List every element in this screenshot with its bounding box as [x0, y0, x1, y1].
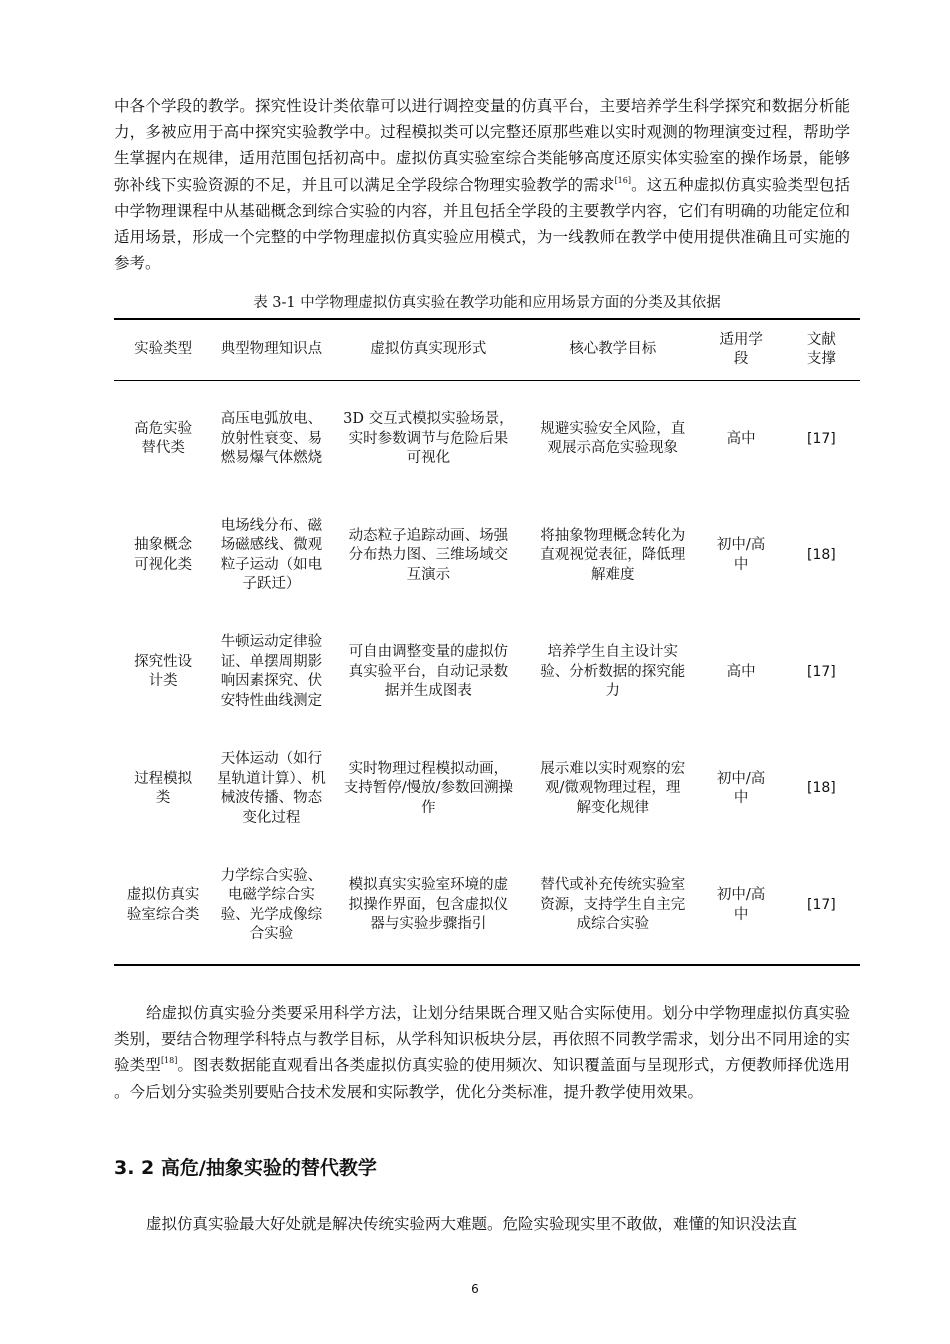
section-heading: 3. 2 高危/抽象实验的替代教学: [114, 1157, 377, 1179]
citation-ref[interactable]: [18]: [160, 1056, 178, 1066]
cell-type: 探究性设计类: [134, 653, 193, 690]
column-header-stage: 适用学段: [699, 319, 782, 381]
paragraph-text: 虚拟仿真实验最大好处就是解决传统实验两大难题。危险实验现实里不敢做，难懂的知识没法直: [146, 1215, 798, 1233]
table-row: [114, 847, 860, 965]
cell-goal: 展示难以实时观察的宏观/微观物理过程，理解变化规律: [540, 760, 686, 816]
cell-knowledge: 电场线分布、磁场磁感线、微观粒子运动（如电子跃迁）: [220, 517, 323, 593]
body-paragraph-1: [114, 93, 850, 276]
paragraph-text: 给虚拟仿真实验分类要采用科学方法，让划分结果既合理又贴合实际使用。划分中学物理虚拟仿真实验类别，要结合物理学科特点与教学目标，从学科知识板块分层，再依照不同教学需求，划分出不同用途的实验类型: [114, 1004, 850, 1075]
cell-ref: [18]: [807, 547, 836, 564]
cell-stage: 初中/高中: [699, 847, 782, 965]
cell-goal: 培养学生自主设计实验、分析数据的探究能力: [540, 644, 686, 700]
cell-type: 过程模拟类: [134, 770, 193, 807]
cell-form: 可自由调整变量的虚拟仿真实验平台，自动记录数据并生成图表: [348, 644, 509, 700]
cell-stage: 高中: [726, 430, 756, 447]
table-caption: 表 3-1 中学物理虚拟仿真实验在教学功能和应用场景方面的分类及其依据: [253, 295, 721, 311]
paragraph-text-continued: 。这五种虚拟仿真实验类型包括中学物理课程中从基础概念到综合实验的内容，并且包括全学段的主要教学内容，它们有明确的功能定位和适用场景，形成一个完整的中学物理虚拟仿真实验应用模式，为一线教师在教学中使用提供准确且可实施的参考。: [114, 175, 850, 273]
cell-ref: [17]: [807, 430, 836, 447]
cell-form: 3D 交互式模拟实验场景，实时参数调节与危险后果可视化: [343, 411, 514, 467]
cell-stage: 高中: [726, 663, 756, 680]
cell-ref: [18]: [807, 780, 836, 797]
page-number: 6: [471, 1282, 479, 1296]
body-paragraph-3: [114, 1211, 850, 1237]
cell-ref: [17]: [783, 847, 860, 965]
cell-form: 模拟真实实验室环境的虚拟操作界面，包含虚拟仪器与实验步骤指引: [331, 847, 526, 965]
table-row: [114, 498, 860, 615]
column-header-knowledge: 典型物理知识点: [212, 319, 330, 381]
cell-form: 动态粒子追踪动画、场强分布热力图、三维场域交互演示: [348, 527, 509, 583]
cell-type: 抽象概念可视化类: [134, 537, 193, 573]
body-paragraph-2: [114, 1000, 850, 1105]
cell-knowledge: 高压电弧放电、放射性衰变、易燃易爆气体燃烧: [220, 411, 323, 467]
cell-knowledge: 牛顿运动定律验证、单摆周期影响因素探究、伏安特性曲线测定: [220, 634, 323, 709]
cell-stage: 初中/高中: [716, 770, 766, 807]
paragraph-text: 中各个学段的教学。探究性设计类依靠可以进行调控变量的仿真平台，主要培养学生科学探究和数据分析能力，多被应用于高中探究实验教学中。过程模拟类可以完整还原那些难以实时观测的物理演变过程，帮助学生掌握内在规律，适用范围包括初高中。虚拟仿真实验室综合类能够高度还原实体实验室的操作场景，能够弥补线下实验资源的不足，并且可以满足全学段综合物理实验教学的需求: [114, 97, 850, 194]
cell-knowledge: 力学综合实验、电磁学综合实验、光学成像综合实验: [212, 847, 330, 965]
table-row: [114, 381, 860, 498]
cell-ref: [17]: [807, 663, 836, 680]
cell-goal: 替代或补充传统实验室资源，支持学生自主完成综合实验: [526, 847, 699, 965]
classification-table: [114, 318, 860, 966]
cell-knowledge: 天体运动（如行星轨道计算）、机械波传播、物态变化过程: [217, 751, 326, 826]
column-header-form: 虚拟仿真实现形式: [331, 319, 526, 381]
cell-type: 虚拟仿真实验室综合类: [114, 847, 212, 965]
paragraph-text-continued: 。图表数据能直观看出各类虚拟仿真实验的使用频次、知识覆盖面与呈现形式，方便教师择优选用。今后划分实验类别要贴合技术发展和实际教学，优化分类标准，提升教学使用效果。: [114, 1056, 850, 1101]
cell-type: 高危实验替代类: [134, 420, 193, 457]
cell-goal: 规避实验安全风险，直观展示高危实验现象: [540, 420, 686, 457]
column-header-type: 实验类型: [114, 319, 212, 381]
table-row: [114, 731, 860, 848]
cell-goal: 将抽象物理概念转化为直观视觉表征，降低理解难度: [540, 527, 686, 583]
column-header-ref: 文献支撑: [783, 319, 860, 381]
cell-form: 实时物理过程模拟动画，支持暂停/慢放/参数回溯操作: [343, 760, 513, 816]
cell-stage: 初中/高中: [716, 537, 766, 573]
table-row: [114, 614, 860, 731]
citation-ref[interactable]: [16]: [614, 175, 631, 185]
column-header-goal: 核心教学目标: [526, 319, 699, 381]
table-header-row: [114, 319, 860, 381]
